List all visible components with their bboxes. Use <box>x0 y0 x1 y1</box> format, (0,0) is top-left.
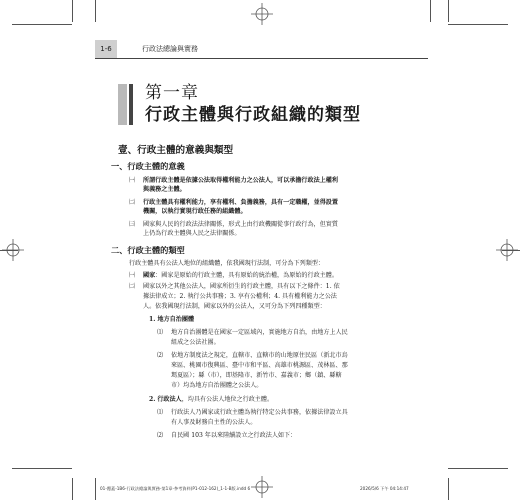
paragraph-line: 組成之公法社團。 <box>171 339 220 346</box>
print-slug-file: 01-覆蓋-1B6-行政法總論與實務-第1章-參考資料(P1-012-162)_1-1-B版.indd 6 <box>100 486 251 491</box>
sub-heading: 1. 地方自治團體 <box>149 316 195 323</box>
paragraph-line: 行政主體具有權利能力，享有權利、負擔義務，具有一定職權，並得設置 <box>143 199 338 206</box>
term-national: 國家 <box>143 272 156 279</box>
paragraph-line: 國家以外之其他公法人，國家所衍生的行政主體，具有以下之條件：1. 依 <box>143 283 340 290</box>
header-rule <box>95 58 428 59</box>
list-marker: ㈢ <box>129 221 136 228</box>
paragraph-line: 與義務之主體。 <box>143 186 186 193</box>
paragraph-line: 所謂行政主體是依據公法取得權利能力之公法人，可以承擔行政法上權利 <box>143 177 338 184</box>
paragraph-line: 行政法人乃國家或行政主體為執行特定公共事務，依據法律設立具 <box>171 409 348 416</box>
list-marker: ⑵ <box>157 432 164 439</box>
list-marker: ㈠ <box>129 272 136 279</box>
paragraph-line: 瑪夏區）；縣（市），即基隆市、新竹市、嘉義市；鄉（鎮、縣轄 <box>171 372 342 379</box>
paragraph-line: 機關，以執行實現行政任務的組織體。 <box>143 208 247 215</box>
paragraph-line: 地方自治團體是在國家一定區域內，實施地方自治，由地方上人民 <box>171 329 348 336</box>
running-title: 行政法總論與實務 <box>142 45 198 53</box>
chapter-title: 行政主體與行政組織的類型 <box>145 105 361 125</box>
chapter-bar-accent <box>129 84 133 125</box>
part1-heading: 一、行政主體的意義 <box>111 161 185 171</box>
part2-heading: 二、行政主體的類型 <box>111 245 185 255</box>
paragraph-line: 有人事及財務自主性的公法人。 <box>171 419 257 426</box>
print-slug-timestamp: 2026/5/6 下午 04:14:47 <box>360 486 409 491</box>
list-marker: ㈡ <box>129 199 136 206</box>
list-marker: ⑴ <box>157 409 164 416</box>
paragraph-line: 市）均為地方自治團體之公法人。 <box>171 382 263 389</box>
paragraph-line: 上仍為行政主體與人民之法律關係。 <box>143 230 241 237</box>
chapter-bar <box>118 84 127 125</box>
paragraph-line: 依地方制度法之規定，直轄市、直轄市的山地原住民區（新北市烏 <box>171 352 348 359</box>
registration-mark-icon <box>251 476 273 498</box>
registration-mark-icon <box>2 239 24 261</box>
chapter-label: 第一章 <box>145 83 199 103</box>
paragraph-line: 據法律成立；2. 執行公共事務；3. 享有公權利；4. 具有權利能力之公法 <box>143 293 337 300</box>
paragraph-line: 國家與人民的行政法法律關係，形式上由行政機關從事行政行為，但實質 <box>143 221 338 228</box>
page-number: 1-6 <box>95 40 117 58</box>
registration-mark-icon <box>251 3 273 25</box>
paragraph-line: 人。依我國現行法制，國家以外的公法人，又可分為下列四種類型： <box>143 303 326 310</box>
list-marker: ㈠ <box>129 177 136 184</box>
list-marker: ⑴ <box>157 329 164 336</box>
paragraph-line: 行政主體具有公法人地位的組織體，依我國現行法制，可分為下列類型： <box>129 260 324 267</box>
paragraph-line: 來區、桃園市復興區、臺中市和平區、高雄市桃源區、茂林區、那 <box>171 362 348 369</box>
list-marker: ㈡ <box>129 283 136 290</box>
paragraph-line: 自民國 103 年以來陸續設立之行政法人如下： <box>171 432 297 439</box>
registration-mark-icon <box>496 239 518 261</box>
sub-heading: 2. 行政法人，均具有公法人地位之行政主體。 <box>149 396 274 403</box>
paragraph-line: 國家：國家是原始的行政主體，具有原始的統治權，為原始的行政主體。 <box>143 272 338 279</box>
section-heading: 壹、行政主體的意義與類型 <box>118 145 234 156</box>
list-marker: ⑵ <box>157 352 164 359</box>
